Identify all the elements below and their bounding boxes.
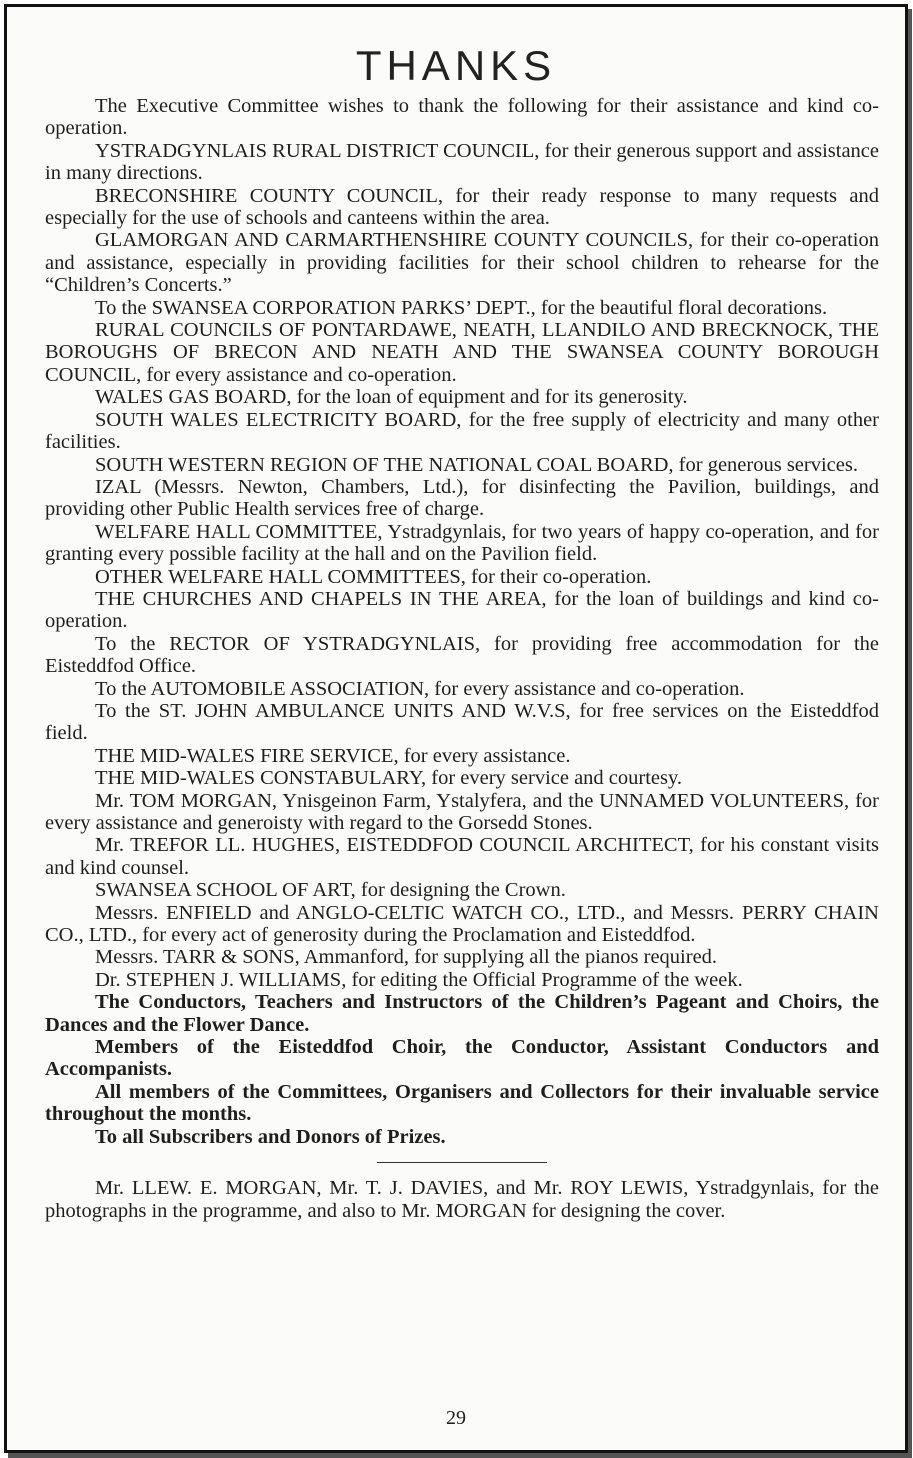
thanks-paragraph: THE MID-WALES FIRE SERVICE, for every assistance. [95,744,571,767]
thanks-paragraph: To the AUTOMOBILE ASSOCIATION, for every assistance and co-operation. [95,677,745,700]
thanks-paragraph: SOUTH WALES ELECTRICITY BOARD, for the free supply of electricity and many other facilities. [45,408,879,454]
divider-rule [377,1162,547,1163]
thanks-paragraph: SWANSEA SCHOOL OF ART, for designing the Crown. [95,879,566,902]
thanks-paragraph: BRECONSHIRE COUNTY COUNCIL, for their ready response to many requests and especially for the use of schools and canteens within the area. [45,184,879,230]
thanks-paragraph: Messrs. TARR & SONS, Ammanford, for supplying all the pianos required. [95,946,718,969]
thanks-bold-paragraph: Members of the Eisteddfod Choir, the Conductor, Assistant Conductors and Accompanists. [45,1036,879,1081]
thanks-paragraph: The Executive Committee wishes to thank the following for their assistance and kind co-operation. [45,95,879,140]
thanks-paragraph: To the SWANSEA CORPORATION PARKS’ DEPT., for the beautiful floral decorations. [95,296,828,319]
thanks-paragraph: OTHER WELFARE HALL COMMITTEES, for their co-operation. [95,565,652,588]
thanks-paragraph: YSTRADGYNLAIS RURAL DISTRICT COUNCIL, for their generous support and assistance in many directions. [45,139,879,185]
page-frame [4,4,908,1453]
thanks-paragraph: Mr. TOM MORGAN, Ynisgeinon Farm, Ystalyfera, and the UNNAMED VOLUNTEERS, for every assistance and generoisty with regard to the Gorsedd Stones. [45,789,879,834]
thanks-paragraph: IZAL (Messrs. Newton, Chambers, Ltd.), for disinfecting the Pavilion, buildings, and providing other Public Health services free of charge. [45,475,879,521]
thanks-paragraph: THE MID-WALES CONSTABULARY, for every service and courtesy. [95,767,683,790]
thanks-paragraph: To the RECTOR OF YSTRADGYNLAIS, for providing free accommodation for the Eisteddfod Office. [45,632,879,678]
thanks-body [45,95,879,1222]
thanks-paragraph: GLAMORGAN AND CARMARTHENSHIRE COUNTY COUNCILS, for their co-operation and assistance, especially in providing facilities for their school children to rehearse for the “Children’s Concerts.” [45,229,879,297]
thanks-paragraph: THE CHURCHES AND CHAPELS IN THE AREA, for the loan of buildings and kind co-operation. [45,587,879,633]
thanks-paragraph: Mr. TREFOR LL. HUGHES, EISTEDDFOD COUNCIL ARCHITECT, for his constant visits and kind counsel. [45,834,879,879]
page-title: THANKS [355,42,557,89]
thanks-paragraph: Dr. STEPHEN J. WILLIAMS, for editing the Official Programme of the week. [95,968,743,991]
thanks-bold-paragraph: To all Subscribers and Donors of Prizes. [95,1125,446,1148]
thanks-paragraph: Messrs. ENFIELD and ANGLO-CELTIC WATCH CO., LTD., and Messrs. PERRY CHAIN CO., LTD., for every act of generosity during the Proclamation and Eisteddfod. [45,901,879,947]
thanks-paragraph: WALES GAS BOARD, for the loan of equipment and for its generosity. [95,386,688,409]
thanks-paragraph: SOUTH WESTERN REGION OF THE NATIONAL COAL BOARD, for generous services. [95,453,858,476]
thanks-bold-paragraph: The Conductors, Teachers and Instructors of the Children’s Pageant and Choirs, the Dances and the Flower Dance. [45,991,879,1036]
thanks-paragraph: WELFARE HALL COMMITTEE, Ystradgynlais, for two years of happy co-operation, and for granting every possible facility at the hall and on the Pavilion field. [45,520,879,566]
closing-paragraph: Mr. LLEW. E. MORGAN, Mr. T. J. DAVIES, and Mr. ROY LEWIS, Ystradgynlais, for the photographs in the programme, and also to Mr. MORGAN for designing the cover. [45,1177,879,1222]
thanks-paragraph: To the ST. JOHN AMBULANCE UNITS AND W.V.S, for free services on the Eisteddfod field. [45,699,879,745]
thanks-paragraph: RURAL COUNCILS OF PONTARDAWE, NEATH, LLANDILO AND BRECKNOCK, THE BOROUGHS OF BRECON AND NEATH AND THE SWANSEA COUNTY BOROUGH COUNCIL, for every assistance and co-operation. [45,319,879,386]
page-number: 29 [446,1407,466,1429]
thanks-bold-paragraph: All members of the Committees, Organisers and Collectors for their invaluable service throughout the months. [45,1080,879,1126]
